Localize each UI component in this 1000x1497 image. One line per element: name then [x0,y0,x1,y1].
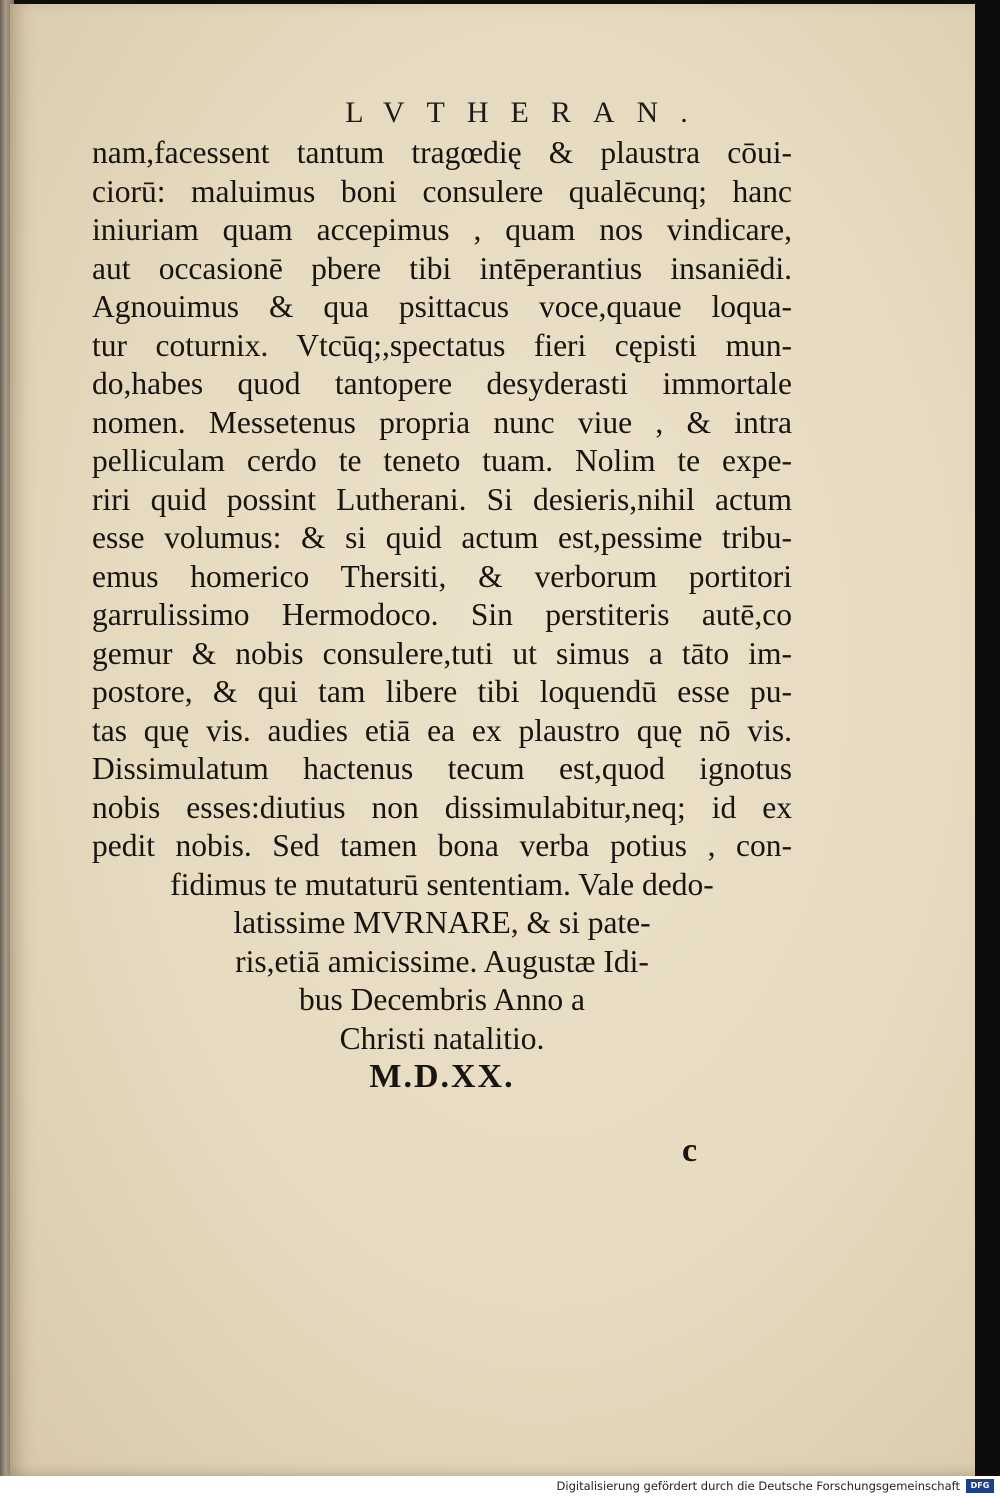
date-line: M.D.XX. [369,1058,515,1095]
closing-line: fidimus te mutaturū sententiam. Vale dedo- [170,866,714,902]
body-text [92,134,792,1097]
body-line: postore, & qui tam libere tibi loquendū esse pu- [92,674,792,709]
body-line: pelliculam cerdo te teneto tuam. Nolim te expe- [92,443,792,478]
body-line: Agnouimus & qua psittacus voce,quaue loqua- [92,289,792,324]
body-line: nam,facessent tantum tragœdię & plaustra cōui- [92,135,792,170]
body-line: nobis esses:diutius non dissimulabitur,neq; id ex [92,789,792,825]
closing-line: latissime MVRNARE, & si pate- [233,905,651,940]
closing-line: Christi natalitio. [339,1020,545,1056]
body-line: aut occasionē pbere tibi intēperantius insaniēdi. [92,250,792,286]
body-line: emus homerico Thersiti, & verborum portitori [92,558,792,594]
body-line: garrulissimo Hermodoco. Sin perstiteris autē,co [92,597,792,632]
closing-line: bus Decembris Anno a [298,982,586,1017]
body-line: riri quid possint Lutherani. Si desieris,nihil actum [92,481,792,517]
footer-credit: Digitalisierung gefördert durch die Deutsche Forschungsgemeinschaft [556,1479,960,1493]
body-line: do,habes quod tantopere desyderasti immortale [92,366,792,401]
book-page [10,4,975,1476]
body-line: tas quę vis. audies etiā ea ex plaustro quę nō vis. [92,712,792,748]
footer-bar [0,1476,1000,1497]
closing-line: ris,etiā amicissime. Augustæ Idi- [235,943,649,979]
dfg-logo-icon: DFG [966,1479,994,1493]
body-line: gemur & nobis consulere,tuti ut simus a tāto im- [92,635,792,671]
body-line: nomen. Messetenus propria nunc viue , & intra [92,404,792,440]
body-line: esse volumus: & si quid actum est,pessime tribu- [92,520,792,555]
body-line: pedit nobis. Sed tamen bona verba potius , con- [92,828,792,863]
signature-mark: c [682,1132,698,1169]
running-head: LVTHERAN. [345,96,710,129]
body-line: tur coturnix. Vtcūq;,spectatus fieri cępisti mun- [92,327,792,363]
body-line: ciorū: maluimus boni consulere qualēcunq; hanc [92,173,792,209]
body-line: iniuriam quam accepimus , quam nos vindicare, [92,212,792,247]
body-line: Dissimulatum hactenus tecum est,quod ignotus [92,751,792,786]
